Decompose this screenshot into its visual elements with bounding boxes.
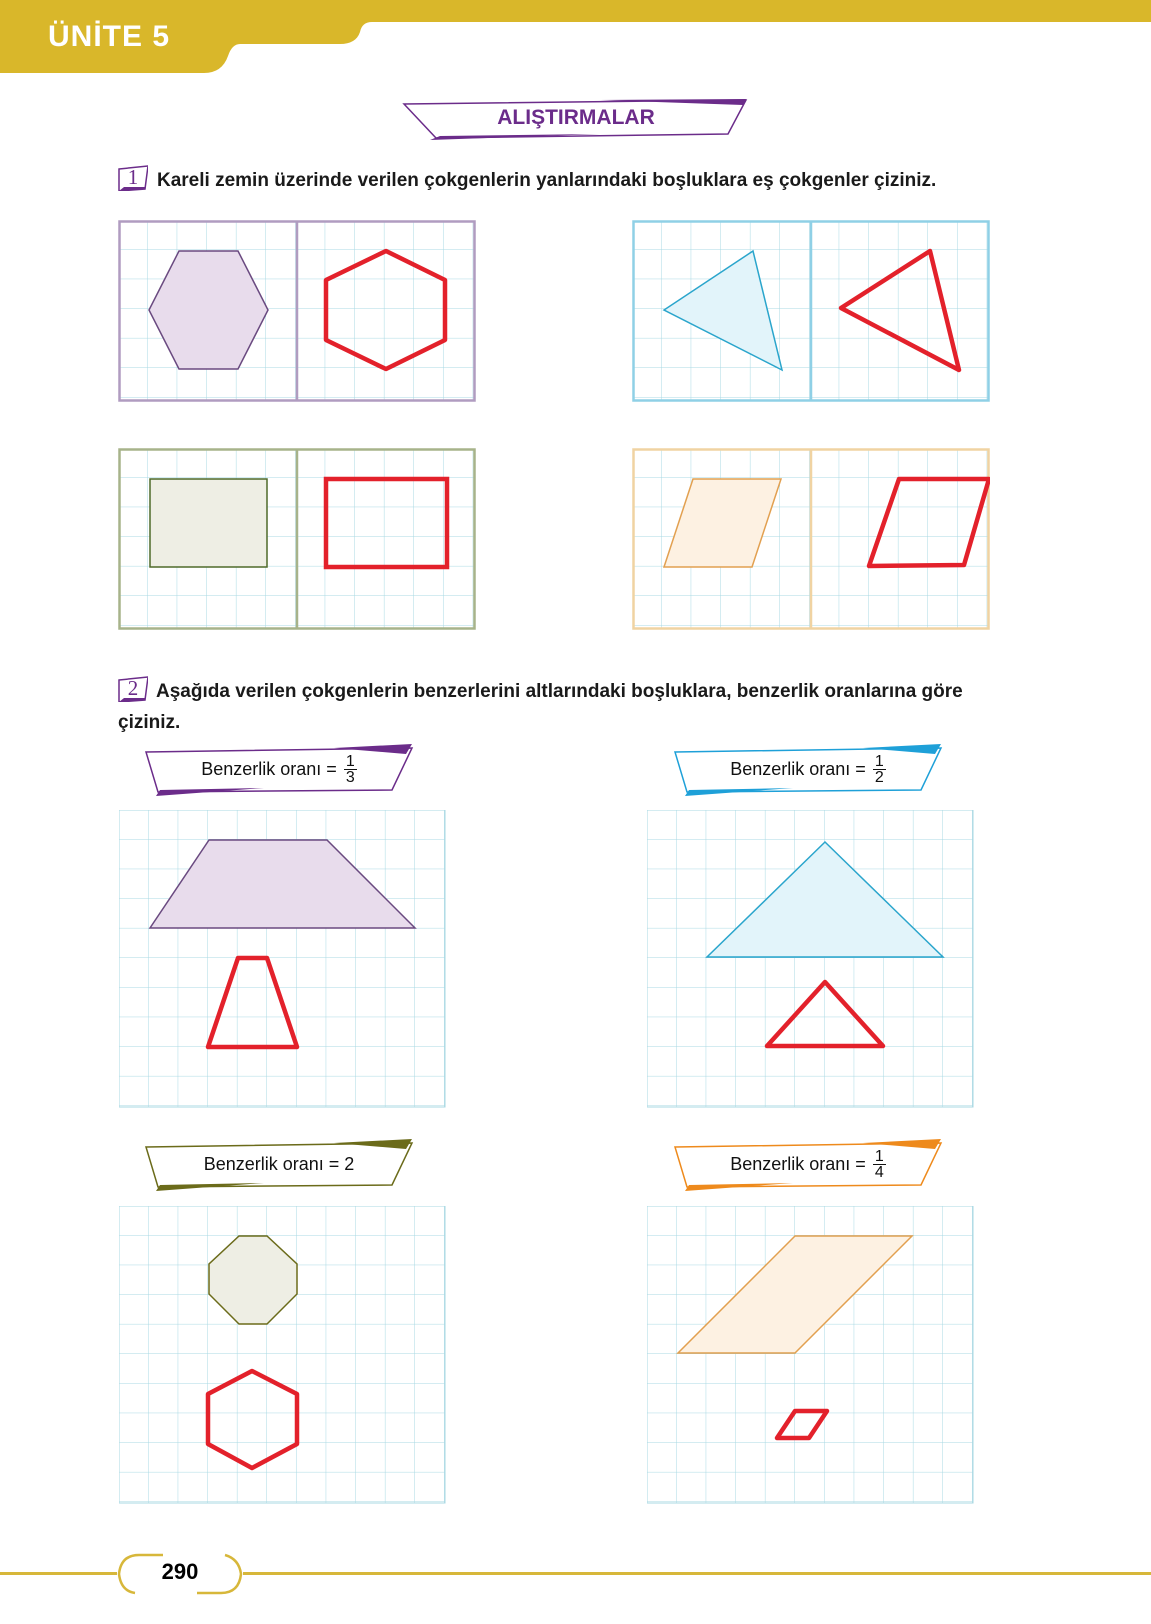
- question-number-1: 1: [127, 165, 139, 189]
- q1-panel-triangle: [632, 220, 990, 402]
- unit-label: ÜNİTE 5: [48, 20, 171, 53]
- page-number: 290: [161, 1559, 199, 1584]
- question-2-text-line2: çiziniz.: [118, 712, 181, 733]
- page-number-box: [117, 1553, 243, 1595]
- q1-panel-rectangle: [118, 448, 476, 630]
- section-title-text: ALIŞTIRMALAR: [497, 106, 655, 129]
- given-rectangle: [150, 479, 267, 567]
- ratio-label-text: Benzerlik oranı =: [201, 758, 337, 779]
- ratio-label-1: [144, 742, 414, 796]
- q2-panel-parallelogram: [647, 1206, 974, 1504]
- q2-panel-triangle: [647, 810, 974, 1108]
- q2-panel-octagon: [119, 1206, 446, 1504]
- ratio-denominator: 2: [874, 768, 884, 786]
- q1-panel-hexagon: [118, 220, 476, 402]
- question-2-text-line1: Aşağıda verilen çokgenlerin benzerlerini altlarındaki boşluklara, benzerlik oranlarına göre: [156, 681, 963, 702]
- question-1-text: Kareli zemin üzerinde verilen çokgenlerin yanlarındaki boşluklara eş çokgenler çiziniz.: [157, 170, 937, 191]
- ratio-numerator: 1: [874, 752, 884, 770]
- ratio-fraction: [344, 754, 357, 785]
- q2-panel-trapezoid: [119, 810, 446, 1108]
- ratio-numerator: 1: [874, 1147, 884, 1165]
- ratio-value: 2: [344, 1153, 355, 1174]
- ratio-label-4: [673, 1137, 943, 1191]
- question-number-2: 2: [127, 676, 139, 700]
- q1-panel-parallelogram: [632, 448, 990, 630]
- ratio-label-text: Benzerlik oranı =: [730, 1153, 866, 1174]
- unit-banner: [0, 0, 1151, 75]
- ratio-numerator: 1: [345, 752, 355, 770]
- ratio-label-text: Benzerlik oranı =: [203, 1153, 340, 1174]
- ratio-fraction: [873, 1149, 886, 1180]
- ratio-denominator: 4: [874, 1163, 884, 1181]
- ratio-label-3: [144, 1137, 414, 1191]
- ratio-label-text: Benzerlik oranı =: [730, 758, 866, 779]
- section-title: [404, 98, 748, 142]
- ratio-label-2: [673, 742, 943, 796]
- ratio-fraction: [873, 754, 886, 785]
- ratio-denominator: 3: [345, 768, 355, 786]
